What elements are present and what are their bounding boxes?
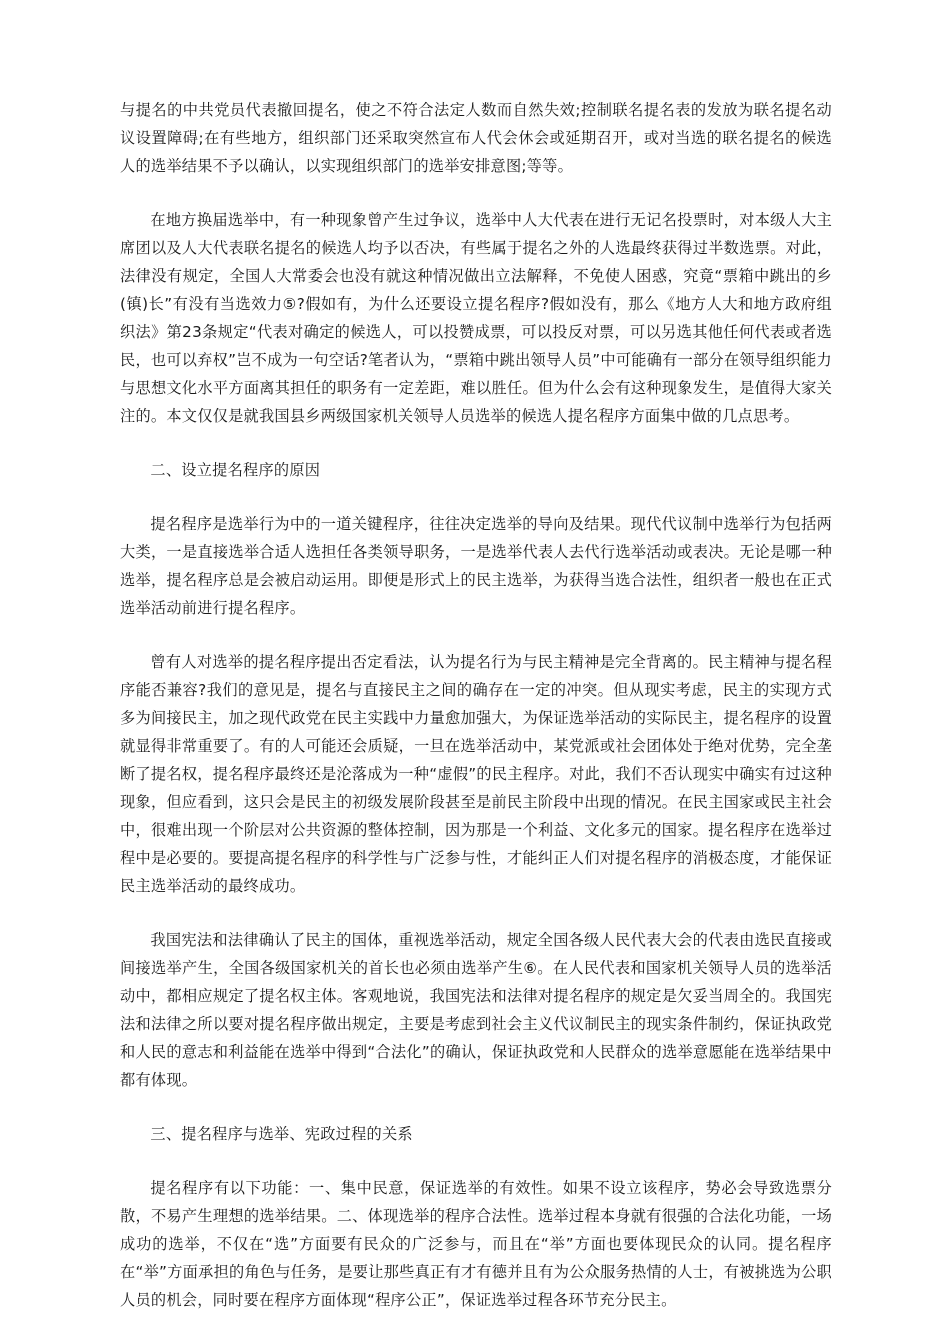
section2-paragraph-2: 曾有人对选举的提名程序提出否定看法，认为提名行为与民主精神是完全背离的。民主精神与提名程序能否兼容?我们的意见是，提名与直接民主之间的确存在一定的冲突。但从现实考虑，民主的实现方式多为间接民主，加之现代政党在民主实践中力量愈加强大，为保证选举活动的实际民主，提名程序的设置就显得非常重要了。有的人可能还会质疑，一旦在选举活动中，某党派或社会团体处于绝对优势，完全垄断了提名权，提名程序最终还是沦落成为一种“虚假”的民主程序。对此，我们不否认现实中确实有过这种现象，但应看到，这只会是民主的初级发展阶段甚至是前民主阶段中出现的情况。在民主国家或民主社会中，很难出现一个阶层对公共资源的整体控制，因为那是一个利益、文化多元的国家。提名程序在选举过程中是必要的。要提高提名程序的科学性与广泛参与性，才能纠正人们对提名程序的消极态度，才能保证民主选举活动的最终成功。 [120,653,832,895]
paragraph-continued: 与提名的中共党员代表撤回提名，使之不符合法定人数而自然失效;控制联名提名表的发放为联名提名动议设置障碍;在有些地方，组织部门还采取突然宣布人代会休会或延期召开，或对当选的联名提名的候选人的选举结果不予以确认，以实现组织部门的选举安排意图;等等。 [120,101,832,175]
paragraph-intro: 在地方换届选举中，有一种现象曾产生过争议，选举中人大代表在进行无记名投票时，对本级人大主席团以及人大代表联名提名的候选人均予以否决，有些属于提名之外的人选最终获得过半数选票。对此，法律没有规定，全国人大常委会也没有就这种情况做出立法解释，不免使人困惑，究竟“票箱中跳出的乡(镇)长”有没有当选效力⑤?假如有，为什么还要设立提名程序?假如没有，那么《地方人大和地方政府组织法》第23条规定“代表对确定的候选人，可以投赞成票，可以投反对票，可以另选其他任何代表或者选民，也可以弃权”岂不成为一句空话?笔者认为，“票箱中跳出领导人员”中可能确有一部分在领导组织能力与思想文化水平方面离其担任的职务有一定差距，难以胜任。但为什么会有这种现象发生，是值得大家关注的。本文仅仅是就我国县乡两级国家机关领导人员选举的候选人提名程序方面集中做的几点思考。 [120,211,832,425]
section2-paragraph-3: 我国宪法和法律确认了民主的国体，重视选举活动，规定全国各级人民代表大会的代表由选民直接或间接选举产生，全国各级国家机关的首长也必须由选举产生⑥。在人民代表和国家机关领导人员的选举活动中，都相应规定了提名权主体。客观地说，我国宪法和法律对提名程序的规定是欠妥当周全的。我国宪法和法律之所以要对提名程序做出规定，主要是考虑到社会主义代议制民主的现实条件制约，保证执政党和人民的意志和利益能在选举中得到“合法化”的确认，保证执政党和人民群众的选举意愿能在选举结果中都有体现。 [120,931,832,1089]
section-heading-2: 二、设立提名程序的原因 [150,461,321,479]
section-heading-3: 三、提名程序与选举、宪政过程的关系 [150,1125,413,1143]
section3-paragraph-1: 提名程序有以下功能：一、集中民意，保证选举的有效性。如果不设立该程序，势必会导致选票分散，不易产生理想的选举结果。二、体现选举的程序合法性。选举过程本身就有很强的合法化功能，一场成功的选举，不仅在“选”方面要有民众的广泛参与，而且在“举”方面也要体现民众的认同。提名程序在“举”方面承担的角色与任务，是要让那些真正有才有德并且有为公众服务热情的人士，有被挑选为公职人员的机会，同时要在程序方面体现“程序公正”，保证选举过程各环节充分民主。 [120,1179,832,1309]
section2-paragraph-1: 提名程序是选举行为中的一道关键程序，往往决定选举的导向及结果。现代代议制中选举行为包括两大类，一是直接选举合适人选担任各类领导职务，一是选举代表人去代行选举活动或表决。无论是哪一种选举，提名程序总是会被启动运用。即便是形式上的民主选举，为获得当选合法性，组织者一般也在正式选举活动前进行提名程序。 [120,515,832,617]
